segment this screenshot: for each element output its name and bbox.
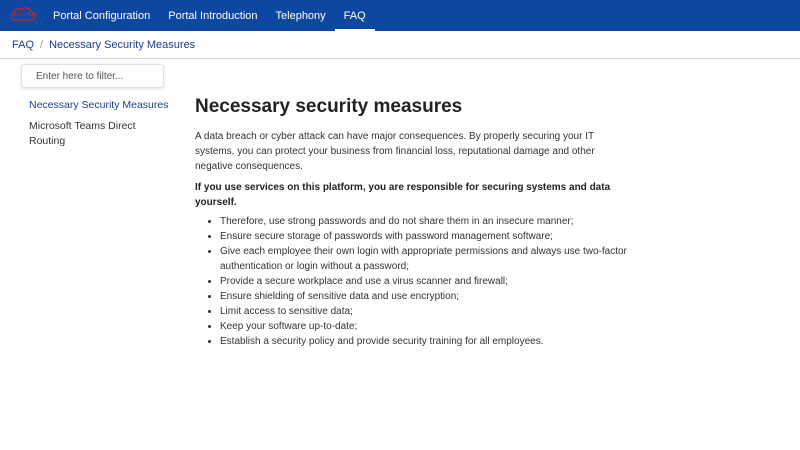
intro-paragraph: A data breach or cyber attack can have major consequences. By properly securing your IT systems, you can protect your business from financial loss, reputational damage and other negative consequences. xyxy=(195,131,595,172)
list-item: • Ensure shielding of sensitive data and use encryption; xyxy=(220,289,635,304)
nav-portal-introduction[interactable]: Portal Introduction xyxy=(168,9,258,22)
list-item: • Establish a security policy and provide security training for all employees. xyxy=(220,334,635,349)
list-item: • Provide a secure workplace and use a virus scanner and firewall; xyxy=(220,274,635,289)
logo[interactable] xyxy=(0,0,44,31)
measures-list xyxy=(195,214,635,349)
nav-telephony[interactable]: Telephony xyxy=(275,9,326,22)
breadcrumb-separator: / xyxy=(40,38,44,51)
list-item: • Give each employee their own login with appropriate permissions and always use two-factor authentication or login without a password; xyxy=(220,244,635,274)
breadcrumb-faq[interactable]: FAQ xyxy=(12,38,35,51)
list-item: • Keep your software up-to-date; xyxy=(220,319,635,334)
top-navbar xyxy=(0,0,800,31)
page-title: Necessary security measures xyxy=(195,96,463,117)
list-item: • Therefore, use strong passwords and do not share them in an insecure manner; xyxy=(220,214,635,229)
filter-input[interactable] xyxy=(21,64,164,88)
list-item: • Ensure secure storage of passwords with password management software; xyxy=(220,229,635,244)
article xyxy=(195,96,635,349)
sidebar-item-necessary-security-measures[interactable]: Necessary Security Measures xyxy=(29,99,169,111)
nav-faq[interactable]: FAQ xyxy=(335,0,375,31)
sidebar-nav xyxy=(29,98,174,155)
nav-portal-configuration[interactable]: Portal Configuration xyxy=(53,9,151,22)
responsibility-notice: If you use services on this platform, you are responsible for securing systems and data yourself. xyxy=(195,182,611,208)
sidebar-item-microsoft-teams-direct-routing[interactable]: Microsoft Teams Direct Routing xyxy=(29,120,136,147)
breadcrumb-current[interactable]: Necessary Security Measures xyxy=(49,38,196,51)
list-item: • Limit access to sensitive data; xyxy=(220,304,635,319)
logo-text: Online Help xyxy=(11,12,38,18)
breadcrumb xyxy=(0,31,800,59)
